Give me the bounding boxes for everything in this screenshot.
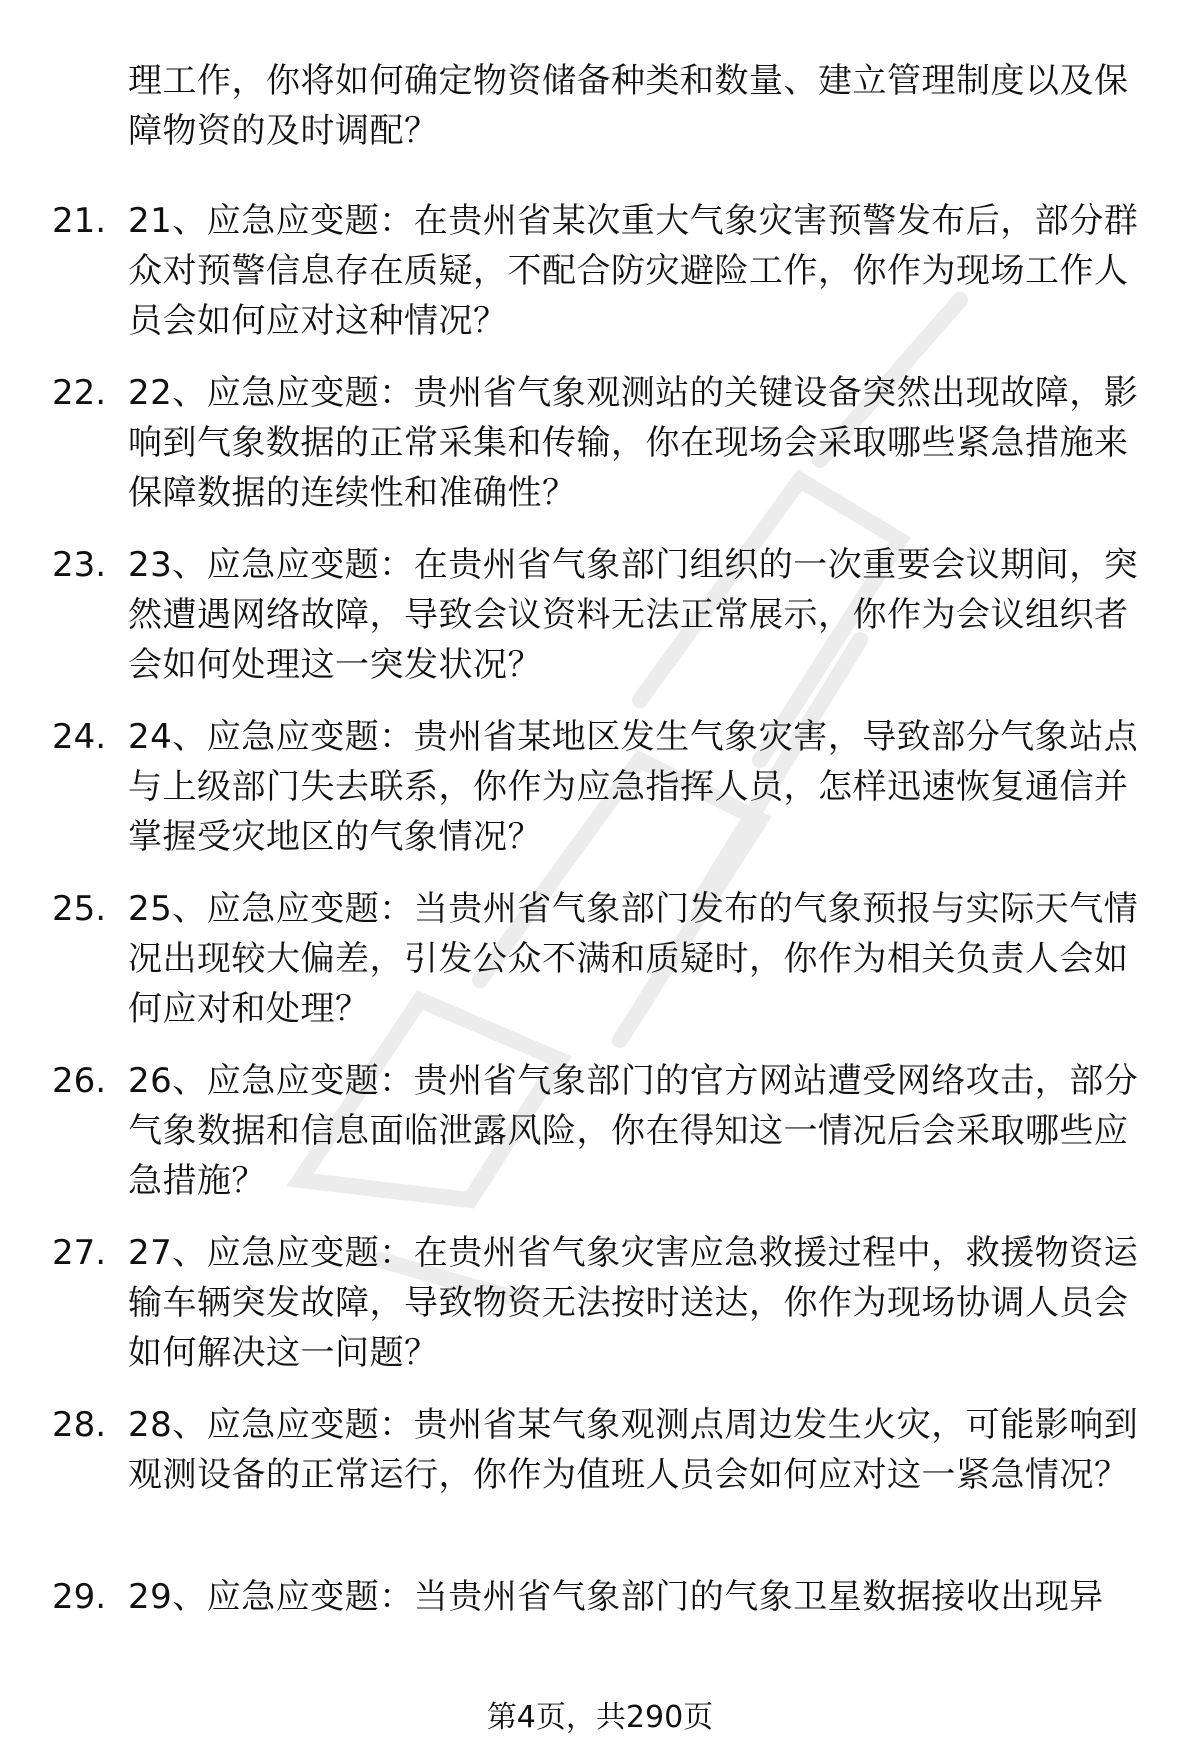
question-number: 22. xyxy=(52,373,107,413)
question-number: 26. xyxy=(52,1061,107,1101)
question-number: 21. xyxy=(52,201,107,241)
question-item xyxy=(0,884,1200,1056)
continuation-paragraph: 理工作，你将如何确定物资储备种类和数量、建立管理制度以及保障物资的及时调配？ xyxy=(128,61,1129,151)
question-text: 29、应急应变题：当贵州省气象部门的气象卫星数据接收出现异 xyxy=(128,1577,1104,1617)
question-text: 25、应急应变题：当贵州省气象部门发布的气象预报与实际天气情况出现较大偏差，引发公众不满和质疑时，你作为相关负责人会如何应对和处理？ xyxy=(128,889,1139,1029)
page-footer: 第4页，共290页 xyxy=(486,1700,714,1735)
question-number: 24. xyxy=(52,717,107,757)
question-item xyxy=(0,1056,1200,1228)
question-list xyxy=(0,196,1200,1744)
question-number: 29. xyxy=(52,1577,107,1617)
question-item xyxy=(0,540,1200,712)
question-item xyxy=(0,712,1200,884)
question-item xyxy=(0,1400,1200,1572)
question-number: 23. xyxy=(52,545,107,585)
question-text: 23、应急应变题：在贵州省气象部门组织的一次重要会议期间，突然遭遇网络故障，导致会议资料无法正常展示，你作为会议组织者会如何处理这一突发状况？ xyxy=(128,545,1139,685)
question-number: 27. xyxy=(52,1233,107,1273)
question-item xyxy=(0,368,1200,540)
question-text: 27、应急应变题：在贵州省气象灾害应急救援过程中，救援物资运输车辆突发故障，导致物资无法按时送达，你作为现场协调人员会如何解决这一问题？ xyxy=(128,1233,1139,1373)
question-number: 28. xyxy=(52,1405,107,1445)
question-text: 24、应急应变题：贵州省某地区发生气象灾害，导致部分气象站点与上级部门失去联系，你作为应急指挥人员，怎样迅速恢复通信并掌握受灾地区的气象情况？ xyxy=(128,717,1139,857)
question-text: 26、应急应变题：贵州省气象部门的官方网站遭受网络攻击，部分气象数据和信息面临泄露风险，你在得知这一情况后会采取哪些应急措施？ xyxy=(128,1061,1139,1201)
question-text: 28、应急应变题：贵州省某气象观测点周边发生火灾，可能影响到观测设备的正常运行，你作为值班人员会如何应对这一紧急情况？ xyxy=(128,1405,1139,1495)
question-text: 22、应急应变题：贵州省气象观测站的关键设备突然出现故障，影响到气象数据的正常采集和传输，你在现场会采取哪些紧急措施来保障数据的连续性和准确性？ xyxy=(128,373,1139,513)
question-text: 21、应急应变题：在贵州省某次重大气象灾害预警发布后，部分群众对预警信息存在质疑，不配合防灾避险工作，你作为现场工作人员会如何应对这种情况？ xyxy=(128,201,1139,341)
question-number: 25. xyxy=(52,889,107,929)
question-item xyxy=(0,196,1200,368)
question-item xyxy=(0,1228,1200,1400)
